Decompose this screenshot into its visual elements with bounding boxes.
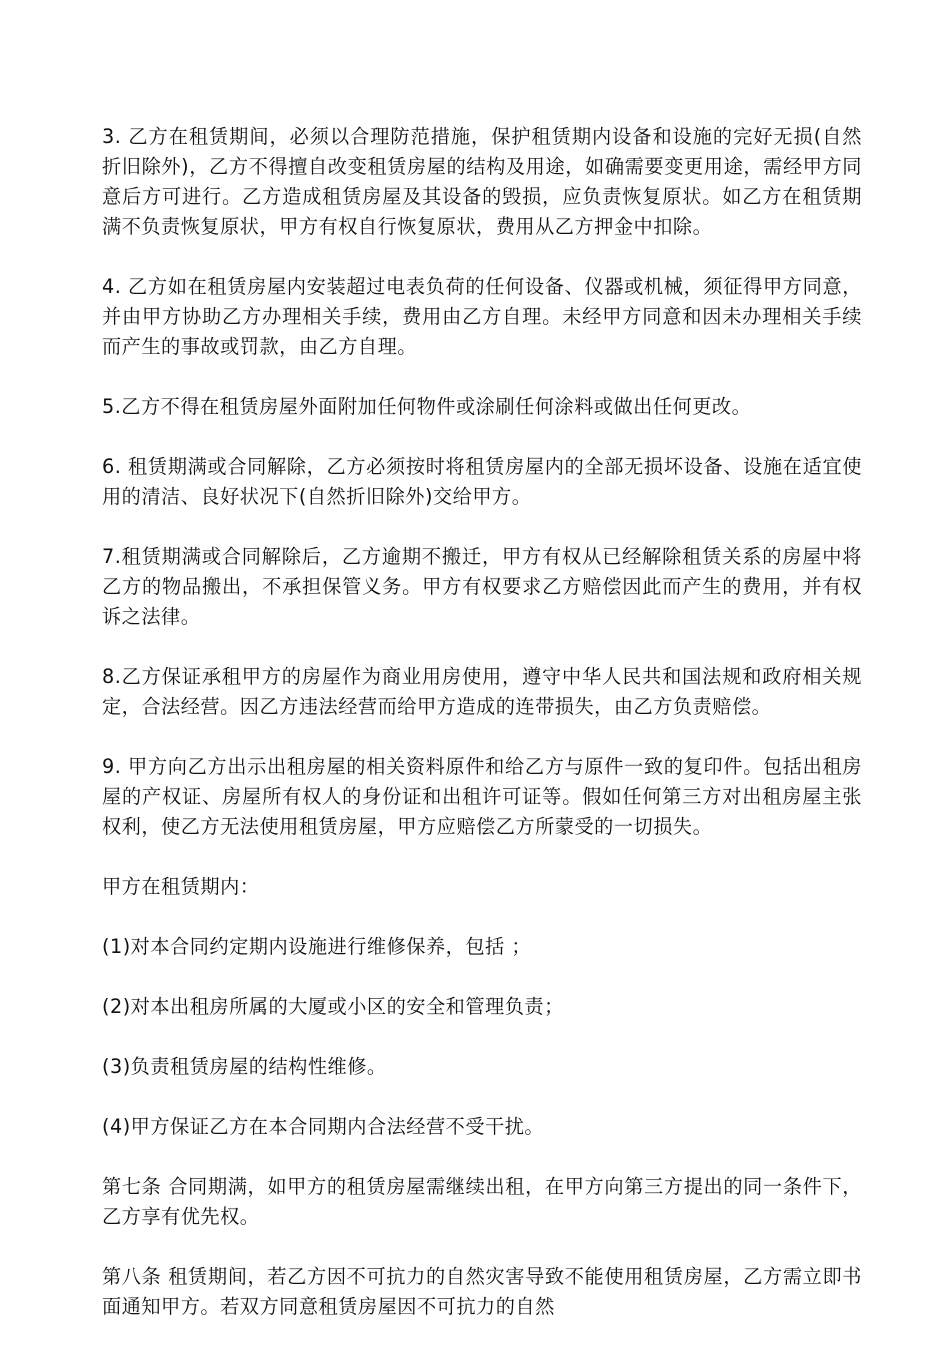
clause-3: 3. 乙方在租赁期间，必须以合理防范措施，保护租赁期内设备和设施的完好无损(自然折旧除外)，乙方不得擅自改变租赁房屋的结构及用途，如确需要变更用途，需经甲方同意后方可进行。乙方造成租赁房屋及其设备的毁损，应负责恢复原状。如乙方在租赁期满不负责恢复原状，甲方有权自行恢复原状，费用从乙方押金中扣除。 xyxy=(102,125,862,238)
clause-9: 9. 甲方向乙方出示出租房屋的相关资料原件和给乙方与原件一致的复印件。包括出租房屋的产权证、房屋所有权人的身份证和出租许可证等。假如任何第三方对出租房屋主张权利，使乙方无法使用租赁房屋，甲方应赔偿乙方所蒙受的一切损失。 xyxy=(102,755,862,838)
document-body xyxy=(102,122,862,1352)
clause-7: 7.租赁期满或合同解除后，乙方逾期不搬迁，甲方有权从已经解除租赁关系的房屋中将乙方的物品搬出，不承担保管义务。甲方有权要求乙方赔偿因此而产生的费用，并有权诉之法律。 xyxy=(102,545,862,628)
lessor-duty-2: (2)对本出租房所属的大厦或小区的安全和管理负责； xyxy=(102,995,564,1018)
clause-8: 8.乙方保证承租甲方的房屋作为商业用房使用，遵守中华人民共和国法规和政府相关规定，合法经营。因乙方违法经营而给甲方造成的连带损失，由乙方负责赔偿。 xyxy=(102,665,862,718)
lessor-duty-1: (1)对本合同约定期内设施进行维修保养，包括 ； xyxy=(102,935,532,958)
article-7: 第七条 合同期满，如甲方的租赁房屋需继续出租，在甲方向第三方提出的同一条件下，乙方享有优先权。 xyxy=(102,1175,862,1228)
clause-4: 4. 乙方如在租赁房屋内安装超过电表负荷的任何设备、仪器或机械，须征得甲方同意，并由甲方协助乙方办理相关手续，费用由乙方自理。未经甲方同意和因未办理相关手续而产生的事故或罚款，由乙方自理。 xyxy=(102,275,862,358)
article-8: 第八条 租赁期间，若乙方因不可抗力的自然灾害导致不能使用租赁房屋，乙方需立即书面通知甲方。若双方同意租赁房屋因不可抗力的自然 xyxy=(102,1265,862,1318)
lessor-duty-4: (4)甲方保证乙方在本合同期内合法经营不受干扰。 xyxy=(102,1115,545,1138)
clause-6: 6. 租赁期满或合同解除，乙方必须按时将租赁房屋内的全部无损坏设备、设施在适宜使用的清洁、良好状况下(自然折旧除外)交给甲方。 xyxy=(102,455,862,508)
lessor-duty-3: (3)负责租赁房屋的结构性维修。 xyxy=(102,1055,387,1078)
clause-5: 5.乙方不得在租赁房屋外面附加任何物件或涂刷任何涂料或做出任何更改。 xyxy=(102,395,752,418)
lessor-duties-heading: 甲方在租赁期内： xyxy=(102,875,260,898)
